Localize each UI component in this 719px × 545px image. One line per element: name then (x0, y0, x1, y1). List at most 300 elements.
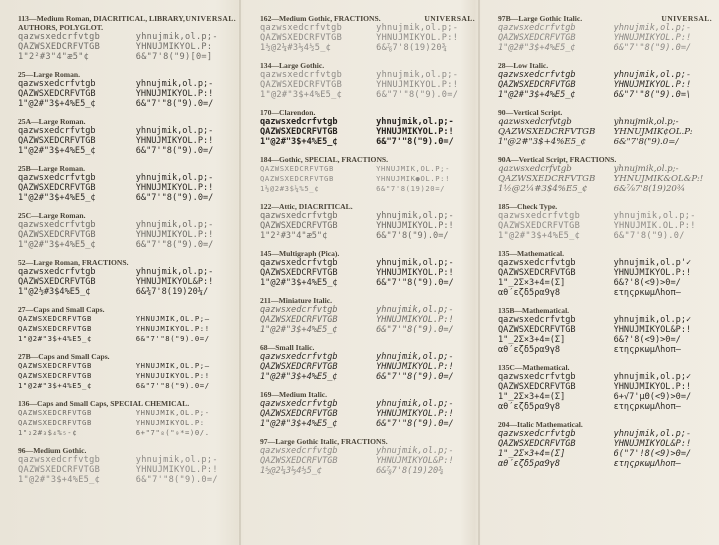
specimen-heading-text: 97B—Large Gothic Italic. (498, 14, 583, 23)
specimen-line (498, 429, 712, 439)
specimen-line (18, 32, 236, 42)
specimen-heading (498, 363, 712, 372)
specimen-line-left: αθ΄εζδ5ρα9γ8 (498, 288, 561, 298)
specimen-line-right: yhnujmik,ol.p;- (135, 126, 214, 136)
specimen-entry (498, 108, 712, 147)
specimen-line-left: qazwsxedcrfvtgb (18, 79, 96, 89)
specimen-heading (18, 399, 236, 408)
specimen-line-right: YHNUJMIK,OL.P;— (135, 314, 210, 323)
specimen-heading (18, 258, 236, 267)
specimen-line-right: yhnujmik,ol.p;- (376, 446, 454, 456)
specimen-heading-text: 25—Large Roman. (18, 70, 81, 79)
specimen-entry (18, 117, 236, 156)
specimen-line-right: YHNUJMIKYOL.P:! (135, 230, 214, 240)
specimen-line-right: YHNUJMIKYOL&P:! (135, 277, 214, 287)
specimen-line (260, 80, 475, 90)
specimen-column-1 (18, 14, 236, 539)
specimen-line-left: qazwsxedcrfvtgb (498, 117, 572, 127)
specimen-line (18, 455, 236, 465)
specimen-line (18, 287, 236, 297)
specimen-line-left: QAZWSXEDCRFVTGB (498, 439, 576, 449)
specimen-heading (260, 343, 475, 352)
specimen-entry (498, 61, 712, 100)
specimen-heading (498, 14, 712, 23)
specimen-line (260, 117, 475, 127)
specimen-line (18, 173, 236, 183)
specimen-line-left: QAZWSXEDCRFVTGB (18, 314, 92, 323)
specimen-line-left: qazwsxedcrfvtgb (260, 23, 343, 33)
specimen-line-right: 6&"7'"8("9).0=/ (376, 278, 454, 288)
specimen-entry (18, 352, 236, 391)
specimen-line-right: YHNUJMIKYOL.P:! (613, 80, 692, 90)
specimen-heading (260, 202, 475, 211)
specimen-line (260, 268, 475, 278)
specimen-line (498, 137, 712, 147)
specimen-line (18, 381, 236, 391)
specimen-line (260, 315, 475, 325)
specimen-heading-text: 204—Italic Mathematical. (498, 420, 583, 429)
specimen-line-left: QAZWSXEDCRFVTGB (260, 315, 338, 325)
specimen-line-right: 6+"7"₈("₉*=)0/. (135, 428, 210, 437)
specimen-line (260, 184, 475, 194)
specimen-heading-right: UNIVERSAL. (185, 14, 236, 23)
specimen-line-right: 6&"7'"8("9).0=/ (135, 193, 214, 203)
specimen-line-right: 6&⅞7'8(19)20¾ (376, 466, 444, 476)
specimen-line-left: QAZWSXEDCRFVTGB (18, 418, 92, 427)
specimen-line (18, 89, 236, 99)
specimen-line (18, 193, 236, 203)
specimen-line-left: 1"@2#"3$+4%E5_¢ (260, 137, 338, 147)
specimen-line (260, 90, 475, 100)
specimen-entry (18, 305, 236, 344)
specimen-heading (260, 296, 475, 305)
specimen-line-right: ετηςρκωμΛhοπ— (613, 345, 681, 355)
specimen-line (498, 80, 712, 90)
specimen-line (18, 52, 236, 62)
specimen-line (260, 211, 475, 221)
specimen-heading-right: UNIVERSAL. (661, 14, 712, 23)
specimen-heading (260, 249, 475, 258)
specimen-heading (18, 70, 236, 79)
specimen-line-left: qazwsxedcrfvtgb (260, 446, 338, 456)
specimen-entry (18, 211, 236, 250)
specimen-line-left: QAZWSXEDCRFVTGB (498, 174, 596, 184)
specimen-heading (18, 211, 236, 220)
specimen-line-right: 6&"7'"8("9).0=/ (135, 475, 218, 485)
specimen-line-right: YHNUJUIKYOL.P:! (135, 371, 210, 380)
specimen-line-left: qazwsxedcrfvtgb (18, 32, 101, 42)
specimen-line-left: 1"@2#"3$+4%E5_¢ (260, 90, 343, 100)
specimen-line-right: yhnujmik,ol.p;- (376, 352, 454, 362)
specimen-line-left: QAZWSXEDCRFVTGB (260, 80, 343, 90)
specimen-line-right: 6&"7'"8("9).0=/ (135, 146, 214, 156)
specimen-line-left: QAZWSXEDCRFVTGB (498, 127, 596, 137)
specimen-line-left: 1½@2¼3⅓4½5_¢ (260, 466, 323, 476)
specimen-heading-text: 90—Vertical Script. (498, 108, 563, 117)
specimen-line-left: 1½@2#3$¼%5_¢ (260, 184, 320, 193)
specimen-line (498, 211, 712, 221)
specimen-entry (260, 14, 475, 53)
specimen-heading-text: 135—Mathematical. (498, 249, 565, 258)
specimen-line-left: QAZWSXEDCRFVTGB (18, 42, 101, 52)
specimen-line (498, 33, 712, 43)
specimen-line-right: yhnujmik,ol.p;- (376, 305, 454, 315)
specimen-line-right: yhnujmik,ol.p;- (135, 455, 218, 465)
specimen-heading (498, 108, 712, 117)
specimen-line-left: QAZWSXEDCRFVTGB (260, 409, 338, 419)
specimen-line-left: qazwsxedcrfvtgb (18, 220, 96, 230)
specimen-line (498, 221, 712, 231)
specimen-heading-text: 25A—Large Roman. (18, 117, 86, 126)
specimen-line-right: ετηςρκωμΛhοπ— (613, 288, 681, 298)
specimen-line-right: YHNUJMIKYOL.P: (135, 418, 205, 427)
specimen-entry (18, 70, 236, 109)
specimen-line-left: 1"@2#"3$+4%E5_¢ (498, 137, 586, 147)
specimen-line-right: YHNUJMIKYOL.P:! (376, 315, 454, 325)
specimen-line-right: 6&"7'8("9).0=/ (376, 231, 449, 241)
specimen-line-left: qazwsxedcrfvtgb (260, 305, 338, 315)
specimen-line-left: 1"₂2#₃$₄%₅-¢ (18, 428, 78, 437)
specimen-line (260, 231, 475, 241)
specimen-line (18, 418, 236, 428)
specimen-line-left: 1"@2#"3$+4%E5_¢ (18, 193, 96, 203)
specimen-line-left: 1"2²#3"4"æ5"¢ (18, 52, 90, 62)
specimen-line-left: 1"@2#"3$+4%E5_¢ (18, 381, 92, 390)
specimen-line-right: YHNUJMIK&OL&P:! (613, 174, 704, 184)
specimen-line-right: 6("7'!8(<9)>0=/ (613, 449, 692, 459)
specimen-entry (260, 202, 475, 241)
specimen-line (498, 372, 712, 382)
specimen-line-left: 1½@2¼#3$4%E5_¢ (498, 184, 588, 194)
specimen-line-left: qazwsxedcrfvtgb (260, 399, 338, 409)
specimen-line (260, 137, 475, 147)
specimen-heading (18, 14, 236, 32)
specimen-line (498, 439, 712, 449)
specimen-line (498, 278, 712, 288)
specimen-line (18, 240, 236, 250)
specimen-line-right: yhnujmik,ol.p;- (135, 267, 214, 277)
specimen-line-right: 6&?'8(<9)>0=/ (613, 278, 681, 288)
specimen-line-left: qazwsxedcrfvtgb (18, 173, 96, 183)
specimen-line-left: qazwsxedcrfvtgb (260, 352, 338, 362)
specimen-heading-text: 28—Low Italic. (498, 61, 549, 70)
specimen-heading (260, 390, 475, 399)
specimen-line-left: 1"@2#"3$+4%E5_¢ (18, 146, 96, 156)
specimen-line (18, 324, 236, 334)
specimen-line-left: 1"2²#3"4"æ5"¢ (260, 231, 328, 241)
specimen-entry (18, 446, 236, 485)
specimen-line-right: yhnujmik,ol.p'✓ (613, 258, 692, 268)
specimen-line (498, 449, 712, 459)
specimen-line-left: qazwsxedcrfvtgb (498, 429, 576, 439)
specimen-entry (498, 155, 712, 194)
specimen-line-right: ετηςρκωμΛhοπ— (613, 459, 681, 469)
specimen-line (18, 79, 236, 89)
specimen-column-2 (260, 14, 475, 539)
specimen-line-right: yhnujmik,ol.p;- (613, 23, 692, 33)
specimen-entry (18, 164, 236, 203)
specimen-line-right: YHNUJMIKYOL.P:! (613, 33, 692, 43)
specimen-line-right: YHNUJMIKYOL.P:! (613, 268, 692, 278)
specimen-heading-text: 135B—Mathematical. (498, 306, 570, 315)
specimen-line-left: 1"@2#"3$+4%E5_¢ (498, 90, 576, 100)
specimen-line (260, 362, 475, 372)
specimen-heading-text: 122—Attic, DIACRITICAL. (260, 202, 353, 211)
specimen-line-right: yhnujmik,ol.p;- (613, 70, 692, 80)
specimen-line (498, 315, 712, 325)
specimen-line (260, 127, 475, 137)
specimen-line-right: yhnujmik,ol.p;- (135, 220, 214, 230)
specimen-entry (498, 420, 712, 469)
specimen-line-right: yhnujmik,ol.p;- (376, 258, 454, 268)
specimen-line (18, 371, 236, 381)
specimen-line-left: 1"@2#"3$+4%E5_¢ (260, 278, 338, 288)
specimen-line (260, 164, 475, 174)
specimen-line-left: QAZWSXEDCRFVTGB (18, 89, 96, 99)
specimen-heading (18, 117, 236, 126)
specimen-line-right: YHNUJMIKYOL.P:! (376, 127, 454, 137)
specimen-line-right: yhnujmik,ol.p;- (613, 164, 679, 174)
specimen-line-left: QAZWSXEDCRFVTGB (18, 361, 92, 370)
specimen-line (260, 258, 475, 268)
specimen-entry (498, 202, 712, 241)
specimen-entry (18, 258, 236, 297)
specimen-line (498, 117, 712, 127)
specimen-line-right: 6&"7'8("9)[0=] (135, 52, 213, 62)
specimen-line (260, 399, 475, 409)
specimen-line-right: yhnujmik,ol.p;- (613, 211, 696, 221)
specimen-heading-text: 27B—Caps and Small Caps. (18, 352, 110, 361)
specimen-line (260, 456, 475, 466)
specimen-line-right: yhnujmik,ol.p;- (376, 399, 454, 409)
specimen-line (18, 475, 236, 485)
specimen-line-right: yhnujmik,ol.p;✓ (613, 315, 692, 325)
specimen-line-right: YHNUJMIKYOL.P:! (376, 221, 454, 231)
specimen-line-left: 1"@2#"3$+4%E5_¢ (260, 372, 338, 382)
specimen-line-right: YHNUJMIK¢OL.P: (613, 127, 693, 137)
specimen-heading (18, 305, 236, 314)
specimen-heading (498, 306, 712, 315)
specimen-line-left: 1"@2#"3$+4%E5_¢ (18, 99, 96, 109)
specimen-line-left: qazwsxedcrfvtgb (498, 258, 576, 268)
specimen-line-right: YHNUJMIKYOL.P:! (135, 324, 210, 333)
specimen-line (18, 277, 236, 287)
specimen-heading (260, 14, 475, 23)
specimen-heading (18, 446, 236, 455)
specimen-line-right: YHNUJMIKYOL.P:! (376, 33, 459, 43)
specimen-line (18, 361, 236, 371)
specimen-heading (498, 249, 712, 258)
specimen-line-left: 1"_2Σ×3+4=(Σ] (498, 335, 566, 345)
specimen-line-left: qazwsxedcrfvtgb (18, 267, 96, 277)
specimen-line-right: 6&"7'"8("9).0=/ (613, 43, 692, 53)
specimen-line (260, 70, 475, 80)
specimen-line-right: 6&"7'8("9).0=/ (613, 137, 679, 147)
specimen-line (498, 23, 712, 33)
specimen-line (498, 70, 712, 80)
specimen-line-right: 6&"7'"8("9).0=/ (376, 325, 454, 335)
specimen-line-left: αθ΄εζδ5ρα9γ8 (498, 459, 561, 469)
specimen-line-right: 6&"7'"8("9).0=/ (376, 419, 454, 429)
specimen-line (498, 459, 712, 469)
specimen-line (18, 408, 236, 418)
specimen-line (260, 372, 475, 382)
specimen-line-left: QAZWSXEDCRFVTGB (498, 33, 576, 43)
specimen-line-left: QAZWSXEDCRFVTGB (18, 371, 92, 380)
specimen-heading-text: 90A—Vertical Script, FRACTIONS. (498, 155, 617, 164)
specimen-line-right: YHNUJMIKYOL&P:! (613, 439, 692, 449)
specimen-line (498, 164, 712, 174)
specimen-line (260, 419, 475, 429)
specimen-entry (260, 437, 475, 476)
specimen-line-right: 6&⅞7'8(19)20¾ (376, 43, 448, 53)
specimen-line (498, 127, 712, 137)
specimen-line (260, 325, 475, 335)
specimen-line (18, 42, 236, 52)
specimen-line-left: QAZWSXEDCRFVTGB (18, 408, 92, 417)
specimen-line-right: YHNUJMIKYOL.P:! (135, 465, 218, 475)
specimen-heading-text: 113—Medium Roman, DIACRITICAL, LIBRARY, AUTHORS, POLYGLOT. (18, 14, 185, 32)
specimen-line (260, 23, 475, 33)
specimen-line-left: QAZWSXEDCRFVTGB (260, 362, 338, 372)
specimen-line-left: QAZWSXEDCRFVTGB (498, 221, 581, 231)
specimen-line-right: YHNUJMIKYOL.P:! (135, 136, 214, 146)
specimen-line-right: 6&"7'8(19)20=/ (376, 184, 446, 193)
specimen-line-left: QAZWSXEDCRFVTGB (18, 277, 96, 287)
specimen-line (260, 33, 475, 43)
specimen-line (498, 402, 712, 412)
specimen-line-left: QAZWSXEDCRFVTGB (260, 127, 338, 137)
specimen-heading-right: UNIVERSAL. (424, 14, 475, 23)
specimen-line-right: ετηςρκωμΛhοπ— (613, 402, 681, 412)
specimen-heading-text: 162—Medium Gothic, FRACTIONS. (260, 14, 381, 23)
specimen-heading-text: 134—Large Gothic. (260, 61, 325, 70)
specimen-line-right: 6&"7'"8("9).0=\ (613, 90, 692, 100)
specimen-line-right: 6&"7'8("9).0/ (613, 231, 685, 241)
specimen-line-left: QAZWSXEDCRFVTGB (18, 324, 92, 333)
specimen-entry (498, 14, 712, 53)
specimen-line-right: 6&"7'"8("9).0=/ (376, 90, 459, 100)
specimen-line (498, 335, 712, 345)
specimen-heading-text: 68—Small Italic. (260, 343, 315, 352)
specimen-line-left: QAZWSXEDCRFVTGB (260, 268, 338, 278)
specimen-entry (498, 306, 712, 355)
specimen-line (498, 174, 712, 184)
specimen-line (498, 345, 712, 355)
specimen-line-right: 6+√7'μΘ(<9)>0=/ (613, 392, 692, 402)
specimen-line (18, 220, 236, 230)
specimen-line-left: qazwsxedcrfvtgb (260, 258, 338, 268)
specimen-line (260, 278, 475, 288)
specimen-line-left: qazwsxedcrfvtgb (498, 164, 572, 174)
specimen-heading (260, 108, 475, 117)
specimen-line (18, 146, 236, 156)
specimen-line-right: YHNUJMIK,OL.P;— (135, 361, 210, 370)
specimen-line-left: qazwsxedcrfvtgb (498, 315, 576, 325)
specimen-line-right: 6&"7'"8("9).0=/ (135, 99, 214, 109)
specimen-line-left: QAZWSXEDCRFVTGB (260, 221, 338, 231)
specimen-line-right: yhnujmik,ol.p;- (135, 79, 214, 89)
specimen-heading-text: 135C—Mathematical. (498, 363, 570, 372)
specimen-heading (260, 61, 475, 70)
specimen-line-right: 6&"7'"8("9).0=/ (376, 372, 454, 382)
specimen-line (260, 43, 475, 53)
specimen-line-right: yhnujmik,ol.p;- (376, 70, 459, 80)
specimen-line-left: 1"@2#"3$+4%E5_¢ (18, 475, 101, 485)
specimen-line-right: yhnujmik,ol.p;- (613, 429, 692, 439)
specimen-heading-text: 169—Medium Italic. (260, 390, 328, 399)
specimen-line-right: yhnujmik,ol.p;✓ (613, 372, 692, 382)
specimen-line-right: YHNUJMIKYOL.P:! (376, 362, 454, 372)
specimen-heading-text: 27—Caps and Small Caps. (18, 305, 105, 314)
specimen-line-left: qazwsxedcrfvtgb (18, 455, 101, 465)
specimen-line-right: YHNUJMIK,OL.P;- (376, 164, 451, 173)
specimen-line-left: 1"_2Σ×3+4=(Σ] (498, 392, 566, 402)
specimen-line (260, 466, 475, 476)
page-fold-left (239, 0, 241, 545)
specimen-line-left: QAZWSXEDCRFVTGB (260, 456, 338, 466)
specimen-line (260, 409, 475, 419)
specimen-line (18, 314, 236, 324)
specimen-heading (18, 352, 236, 361)
specimen-line-right: 6&"7'"8("9).0=/ (135, 381, 210, 390)
specimen-line-right: YHNUJMIK●OL.P:! (376, 174, 451, 183)
specimen-line-left: QAZWSXEDCRFVTGB (260, 174, 334, 183)
specimen-line-right: YHNUJMIKYOL.P:! (135, 89, 214, 99)
page-fold-right (478, 0, 480, 545)
specimen-line (18, 267, 236, 277)
specimen-heading-text: 145—Multigraph (Pica). (260, 249, 340, 258)
specimen-line-right: yhnujmik,ol.p;- (376, 211, 454, 221)
specimen-heading-text: 25C—Large Roman. (18, 211, 86, 220)
specimen-heading-text: 136—Caps and Small Caps, SPECIAL CHEMICAL. (18, 399, 190, 408)
specimen-entry (260, 296, 475, 335)
specimen-line-left: QAZWSXEDCRFVTGB (260, 164, 334, 173)
specimen-heading-text: 184—Gothic, SPECIAL, FRACTIONS. (260, 155, 389, 164)
specimen-line-left: QAZWSXEDCRFVTGB (18, 230, 96, 240)
specimen-line (18, 230, 236, 240)
specimen-heading-text: 25B—Large Roman. (18, 164, 86, 173)
specimen-line-right: 6&"7'"8("9).0=/ (135, 240, 214, 250)
specimen-heading (260, 437, 475, 446)
specimen-heading-text: 97—Large Gothic Italic, FRACTIONS. (260, 437, 388, 446)
specimen-line-right: yhnujmik,ol.p;- (135, 32, 218, 42)
specimen-heading-text: 96—Medium Gothic. (18, 446, 87, 455)
specimen-line-left: αθ΄εζδ5ρα9γ8 (498, 402, 561, 412)
specimen-line (18, 126, 236, 136)
specimen-line-left: qazwsxedcrfvtgb (260, 211, 338, 221)
specimen-line-right: YHNUJMIKYOL.P:! (135, 183, 214, 193)
specimen-entry (18, 399, 236, 438)
specimen-line-left: 1"@2#"3$+4%E5_¢ (498, 231, 581, 241)
specimen-line-right: yhnujmik,ol.p;- (376, 117, 454, 127)
specimen-line-left: QAZWSXEDCRFVTGB (18, 136, 96, 146)
specimen-line (498, 43, 712, 53)
specimen-entry (260, 249, 475, 288)
specimen-line (498, 90, 712, 100)
specimen-line-left: 1"_2Σ×3+4=(Σ] (498, 278, 566, 288)
specimen-line (498, 184, 712, 194)
specimen-line-left: 1"@2#"3$+4%E5_¢ (18, 334, 92, 343)
specimen-line-right: YHNUJMIKYOL.P:! (376, 268, 454, 278)
specimen-line (498, 382, 712, 392)
specimen-line (18, 183, 236, 193)
specimen-line-right: 6&⅞7'8(19)20¾ (613, 184, 686, 194)
specimen-line-right: YHNUJMIKYOL.P:! (376, 409, 454, 419)
specimen-line-left: qazwsxedcrfvtgb (18, 126, 96, 136)
specimen-line-right: 6&?'8(<9)>0=/ (613, 335, 681, 345)
specimen-column-3 (498, 14, 712, 539)
